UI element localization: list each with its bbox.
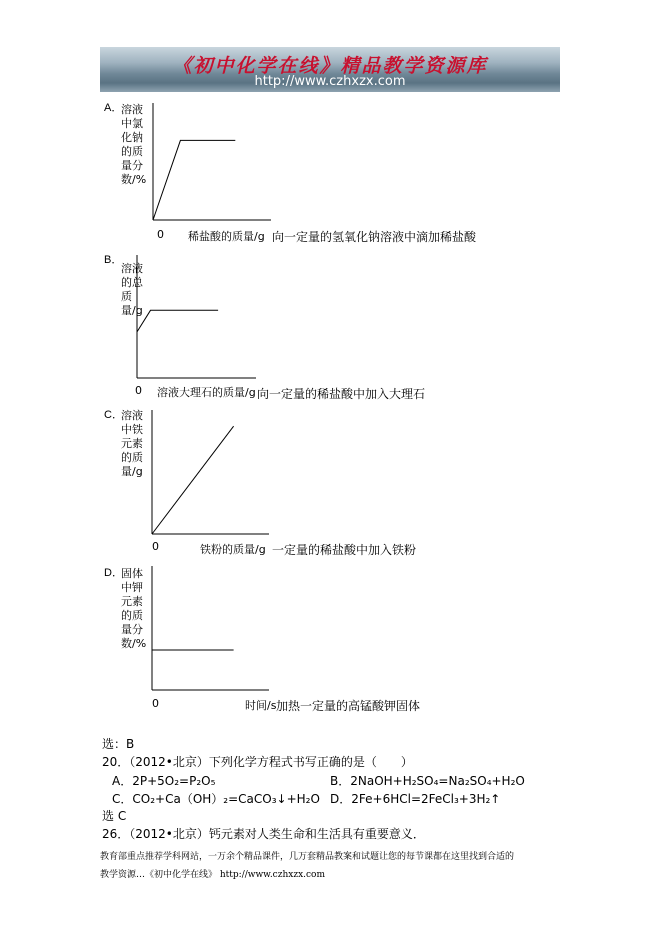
q20-option-c-text: CO₂+Ca（OH）₂=CaCO₃↓+H₂O: [132, 792, 320, 806]
option-d-label: D．: [104, 567, 123, 579]
chart-c: [152, 410, 269, 534]
banner-title: 《初中化学在线》精品教学资源库: [172, 55, 488, 77]
chart-a: [153, 103, 271, 220]
chart-c-ylabel: 溶液中铁元素的质量/g: [121, 409, 143, 478]
chart-d-caption: 加热一定量的高锰酸钾固体: [276, 699, 421, 713]
question-26-stem: 26．（2012•北京）钙元素对人类生命和生活具有重要意义．: [102, 827, 425, 841]
chart-c-origin: 0: [152, 540, 159, 553]
series-line: [137, 310, 218, 332]
chart-b-ylabel: 溶液的总质量/g: [121, 262, 143, 317]
q20-option-a-label: A．: [112, 774, 133, 788]
chart-b-caption: 向一定量的稀盐酸中加入大理石: [257, 387, 426, 401]
banner-url[interactable]: http://www.czhxzx.com: [254, 74, 406, 89]
chart-d-xlabel: 时间/s: [245, 699, 277, 712]
footer-line-1: 教育部重点推荐学科网站，一万余个精品课件，几万套精品教案和试题让您的每节课都在这里找到合适的: [100, 852, 515, 862]
answer-1: 选：B: [102, 737, 135, 751]
option-a-label: A．: [104, 102, 123, 114]
footer: [100, 848, 570, 884]
option-c-label: C．: [104, 409, 123, 421]
answer-2: 选 C: [102, 809, 127, 823]
chart-a-ylabel: 溶液中氯化钠的质量分数/%: [121, 103, 147, 186]
option-b-label: B．: [104, 254, 123, 266]
q20-option-c: [112, 790, 320, 807]
series-line: [152, 426, 234, 534]
chart-d-origin: 0: [152, 697, 159, 710]
chart-b: [137, 255, 256, 378]
chart-a-origin: 0: [157, 228, 164, 241]
chart-c-caption: 一定量的稀盐酸中加入铁粉: [272, 543, 417, 557]
series-line: [153, 140, 235, 220]
chart-a-xlabel: 稀盐酸的质量/g: [188, 230, 265, 243]
q20-option-c-label: C．: [112, 792, 133, 806]
q20-option-b-label: B．: [330, 774, 351, 788]
q20-option-d: [330, 790, 500, 807]
footer-line-2-text: 教学资源…《初中化学在线》: [100, 870, 218, 880]
chart-d: [152, 566, 269, 690]
chart-a-caption: 向一定量的氢氧化钠溶液中滴加稀盐酸: [272, 230, 477, 244]
q20-option-a-text: 2P+5O₂=P₂O₅: [132, 774, 216, 788]
question-20-stem: 20．（2012•北京）下列化学方程式书写正确的是（ ）: [102, 755, 413, 769]
chart-b-origin: 0: [135, 384, 142, 397]
q20-option-b-text: 2NaOH+H₂SO₄=Na₂SO₄+H₂O: [350, 774, 525, 788]
chart-b-xlabel: 溶液大理石的质量/g: [157, 386, 256, 399]
q20-option-a: [112, 772, 215, 789]
footer-url[interactable]: http://www.czhxzx.com: [219, 870, 326, 880]
q20-option-d-label: D．: [330, 792, 352, 806]
chart-d-ylabel: 固体中钾元素的质量分数/%: [121, 567, 147, 650]
q20-option-b: [330, 772, 525, 789]
chart-c-xlabel: 铁粉的质量/g: [200, 543, 266, 556]
q20-option-d-text: 2Fe+6HCl=2FeCl₃+3H₂↑: [351, 792, 501, 806]
footer-line-2: [100, 866, 570, 884]
